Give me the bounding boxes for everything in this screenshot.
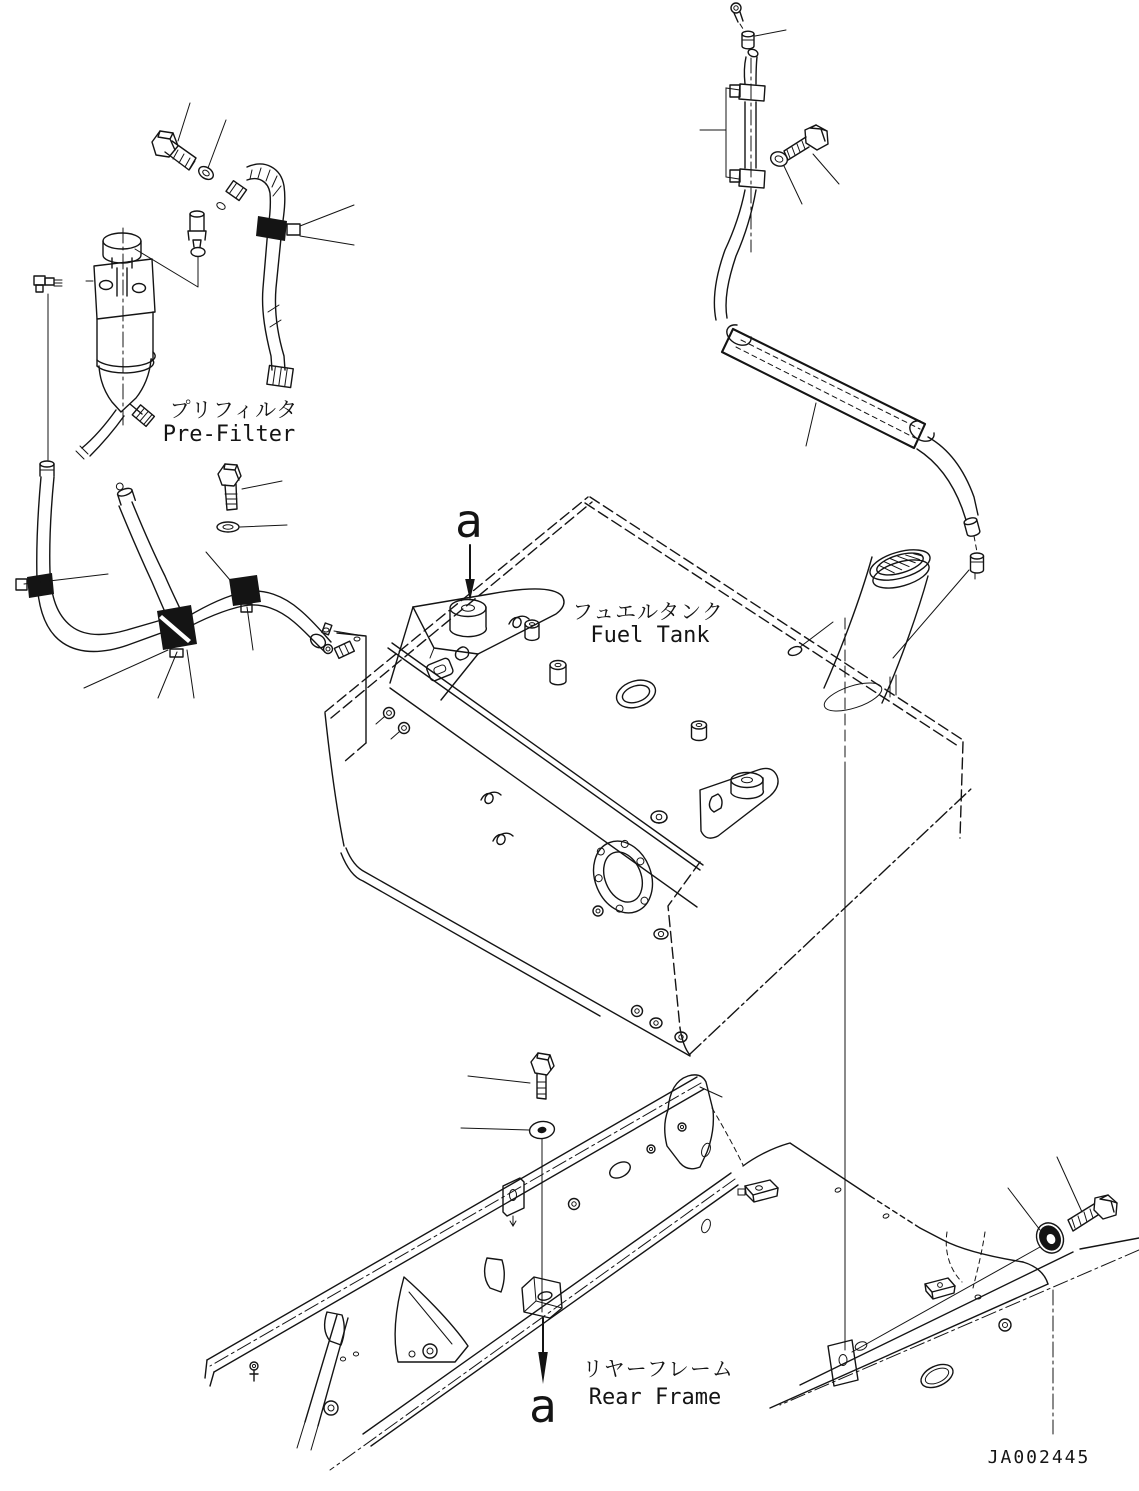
- mount-cushion-2: [731, 773, 763, 799]
- inlet-fitting-icon: [34, 276, 93, 460]
- rear-frame-label-jp: リヤーフレーム: [582, 1357, 734, 1381]
- frame-block-icon: [738, 1180, 778, 1202]
- plug-icon: [191, 248, 205, 257]
- o-ring-icon: [216, 201, 227, 211]
- pre-filter-body: [76, 228, 155, 459]
- fuel-tank-label-jp: フュエルタンク: [572, 600, 724, 624]
- pipe-bolt-icon: [784, 125, 839, 184]
- washer-icon: [196, 164, 215, 182]
- fuel-hose-icon: [247, 164, 293, 388]
- pre-filter-label-en: Pre-Filter: [162, 422, 296, 447]
- filler-neck: [821, 536, 983, 1350]
- flange: [583, 832, 663, 922]
- frame-strut: [297, 1312, 348, 1450]
- grommet-icons: [376, 708, 410, 740]
- bolt-icon-right: [1068, 1195, 1117, 1231]
- clamp-icon-2: [229, 575, 261, 612]
- boss-2: [550, 661, 566, 685]
- pipe-clamp-1: [730, 84, 765, 101]
- rear-frame-label-en: Rear Frame: [588, 1385, 722, 1410]
- frame-hook: [485, 1258, 505, 1292]
- bolt-icon: [218, 464, 282, 510]
- washer-icon-2: [217, 522, 287, 532]
- clamp-icon: [16, 573, 108, 598]
- washer-icon-right: [1032, 1218, 1069, 1257]
- hose-connector-icon: [226, 181, 247, 201]
- mount-bracket-front: [390, 589, 564, 700]
- pipe-fitting-icon: [742, 30, 786, 49]
- hose-end-fitting-icon: [40, 461, 54, 476]
- pre-filter-label-jp: プリフィルタ: [169, 398, 299, 422]
- mount-bolt-icon: [468, 1053, 554, 1099]
- s-hook-icon-2: [481, 792, 501, 803]
- boss-4: [651, 811, 667, 823]
- hose-b: [119, 506, 169, 621]
- tiny-bolt-icon: [731, 3, 745, 32]
- section-marker-top: [465, 545, 475, 601]
- mount-washer-icon: [461, 1120, 556, 1140]
- boss-3: [692, 721, 707, 741]
- section-label-a-top: a: [455, 494, 483, 548]
- fuel-tank: [322, 497, 972, 1056]
- mount-bracket-right: [700, 768, 778, 838]
- hose-end-icon: [963, 517, 980, 538]
- fuel-line-harness: [16, 461, 360, 698]
- drawing-code: JA002445: [987, 1447, 1091, 1468]
- pipe-washer-icon: [769, 150, 802, 204]
- fuel-tank-label-en: Fuel Tank: [590, 623, 710, 648]
- fitting-bolt-icon: [152, 131, 196, 170]
- section-marker-bottom: [538, 1318, 548, 1384]
- frame-right-panel: [770, 1232, 1139, 1434]
- frame-gusset: [395, 1277, 468, 1362]
- breather-pipe-assembly: [700, 3, 981, 537]
- s-hook-icon-3: [493, 833, 513, 844]
- wedge-clip: [456, 647, 469, 660]
- frame-bracket-small: [503, 1178, 524, 1226]
- hose-b-fitting-icon: [114, 480, 135, 505]
- filler-ring: [613, 675, 659, 712]
- breather-valve-icon: [971, 553, 984, 579]
- section-label-a-bottom: a: [529, 1379, 557, 1433]
- elbow-fitting-icon: [188, 211, 206, 247]
- double-clamp-icon: [157, 605, 197, 657]
- small-nuts: [593, 906, 687, 1042]
- rail-end-bolt-icon: [250, 1362, 258, 1381]
- group-leader: [700, 88, 740, 179]
- hose-sleeve: [722, 325, 934, 448]
